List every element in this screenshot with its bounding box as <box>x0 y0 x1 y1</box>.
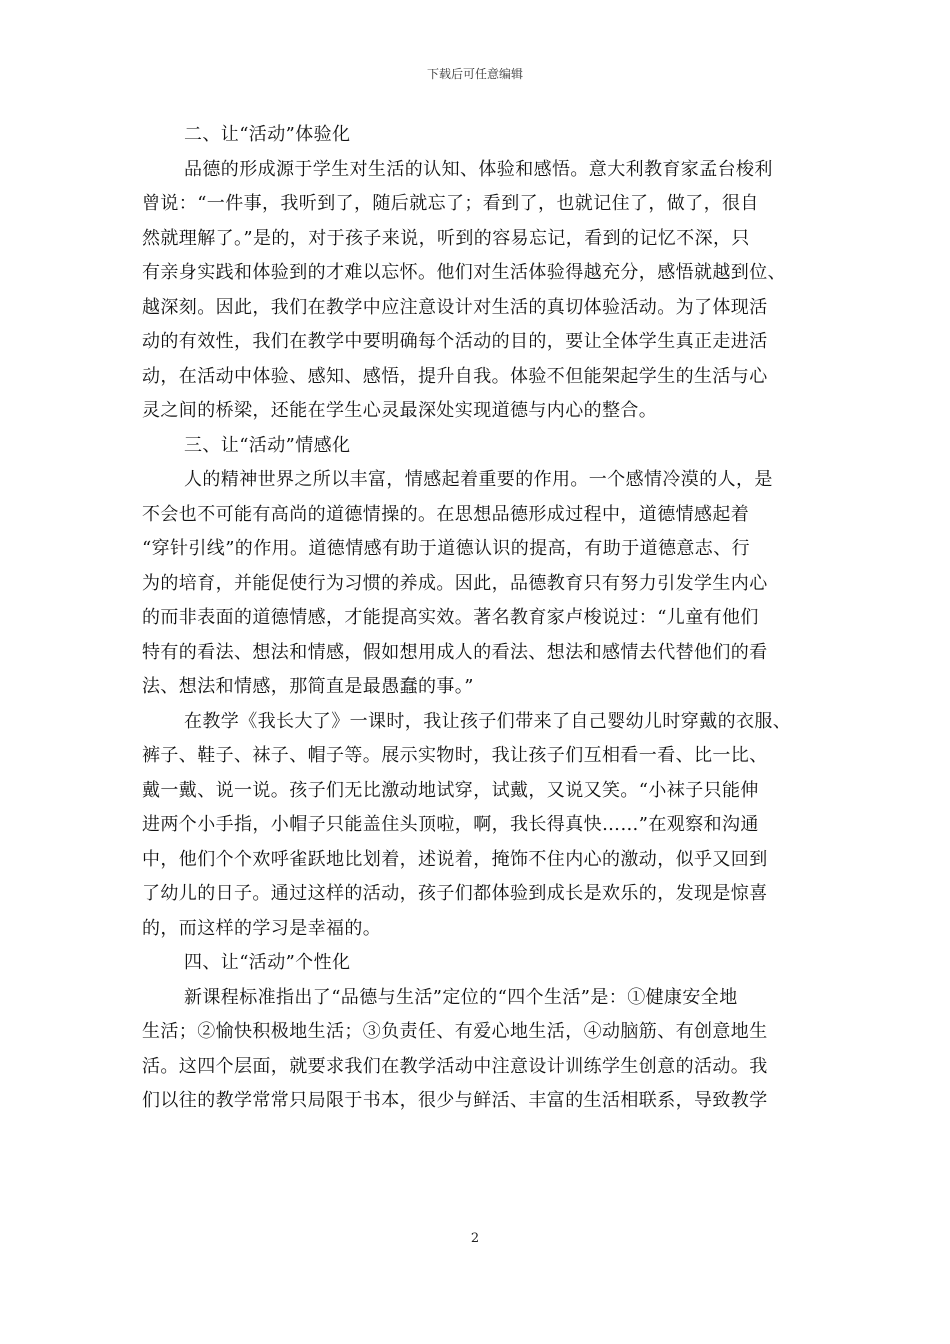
text-line: 特有的看法、想法和情感，假如想用成人的看法、想法和感情去代替他们的看 <box>142 641 768 663</box>
text-line: 生活；②愉快积极地生活；③负责任、有爱心地生活，④动脑筋、有创意地生 <box>142 1021 768 1042</box>
text-line: 了幼儿的日子。通过这样的活动，孩子们都体验到成长是欢乐的，发现是惊喜 <box>142 883 768 904</box>
text-line: 四、让“活动”个性化 <box>184 952 351 973</box>
text-line: 灵之间的桥梁，还能在学生心灵最深处实现道德与内心的整合。 <box>142 400 658 421</box>
text-line: 戴一戴、说一说。孩子们无比激动地试穿，试戴，又说又笑。“小袜子只能伸 <box>142 779 759 801</box>
page-header: 下载后可任意编辑 <box>426 67 523 81</box>
text-line: 们以往的教学常常只局限于书本，很少与鲜活、丰富的生活相联系，导致教学 <box>142 1090 768 1111</box>
text-line: 的，而这样的学习是幸福的。 <box>142 917 382 939</box>
text-line: 不会也不可能有高尚的道德情操的。在思想品德形成过程中，道德情感起着 <box>142 503 750 525</box>
page-number: 2 <box>470 1231 480 1246</box>
text-line: 动的有效性，我们在教学中要明确每个活动的目的，要让全体学生真正走进活 <box>142 331 768 352</box>
text-line: “穿针引线”的作用。道德情感有助于道德认识的提高，有助于道德意志、行 <box>142 538 751 559</box>
text-line: 的而非表面的道德情感，才能提高实效。著名教育家卢梭说过：“儿童有他们 <box>142 607 759 628</box>
text-line: 曾说：“一件事，我听到了，随后就忘了；看到了，也就记住了，做了，很自 <box>142 193 759 214</box>
text-line: 然就理解了。”是的，对于孩子来说，听到的容易忘记，看到的记忆不深，只 <box>142 227 750 249</box>
text-line: 动，在活动中体验、感知、感悟，提升自我。体验不但能架起学生的生活与心 <box>142 365 768 387</box>
text-line: 三、让“活动”情感化 <box>184 434 351 456</box>
text-line: 在教学《我长大了》一课时，我让孩子们带来了自己婴幼儿时穿戴的衣服、 <box>184 710 792 732</box>
text-line: 裤子、鞋子、袜子、帽子等。展示实物时，我让孩子们互相看一看、比一比、 <box>142 745 768 766</box>
document-body <box>142 118 808 1119</box>
text-line: 新课程标准指出了“品德与生活”定位的“四个生活”是：①健康安全地 <box>184 986 738 1008</box>
text-line: 中，他们个个欢呼雀跃地比划着，述说着，掩饰不住内心的激动，似乎又回到 <box>142 848 768 870</box>
text-line: 有亲身实践和体验到的才难以忘怀。他们对生活体验得越充分，感悟就越到位、 <box>142 262 786 283</box>
text-line: 法、想法和情感，那简直是最愚蠢的事。” <box>142 676 474 697</box>
text-line: 人的精神世界之所以丰富，情感起着重要的作用。一个感情冷漠的人，是 <box>184 469 773 490</box>
text-line: 为的培育，并能促使行为习惯的养成。因此，品德教育只有努力引发学生内心 <box>142 572 768 594</box>
text-line: 进两个小手指，小帽子只能盖住头顶啦，啊，我长得真快……”在观察和沟通 <box>142 814 759 835</box>
text-line: 品德的形成源于学生对生活的认知、体验和感悟。意大利教育家孟台梭利 <box>184 158 773 180</box>
text-line: 活。这四个层面，就要求我们在教学活动中注意设计训练学生创意的活动。我 <box>142 1055 768 1077</box>
text-line: 二、让“活动”体验化 <box>184 124 351 145</box>
text-line: 越深刻。因此，我们在教学中应注意设计对生活的真切体验活动。为了体现活 <box>142 296 768 318</box>
